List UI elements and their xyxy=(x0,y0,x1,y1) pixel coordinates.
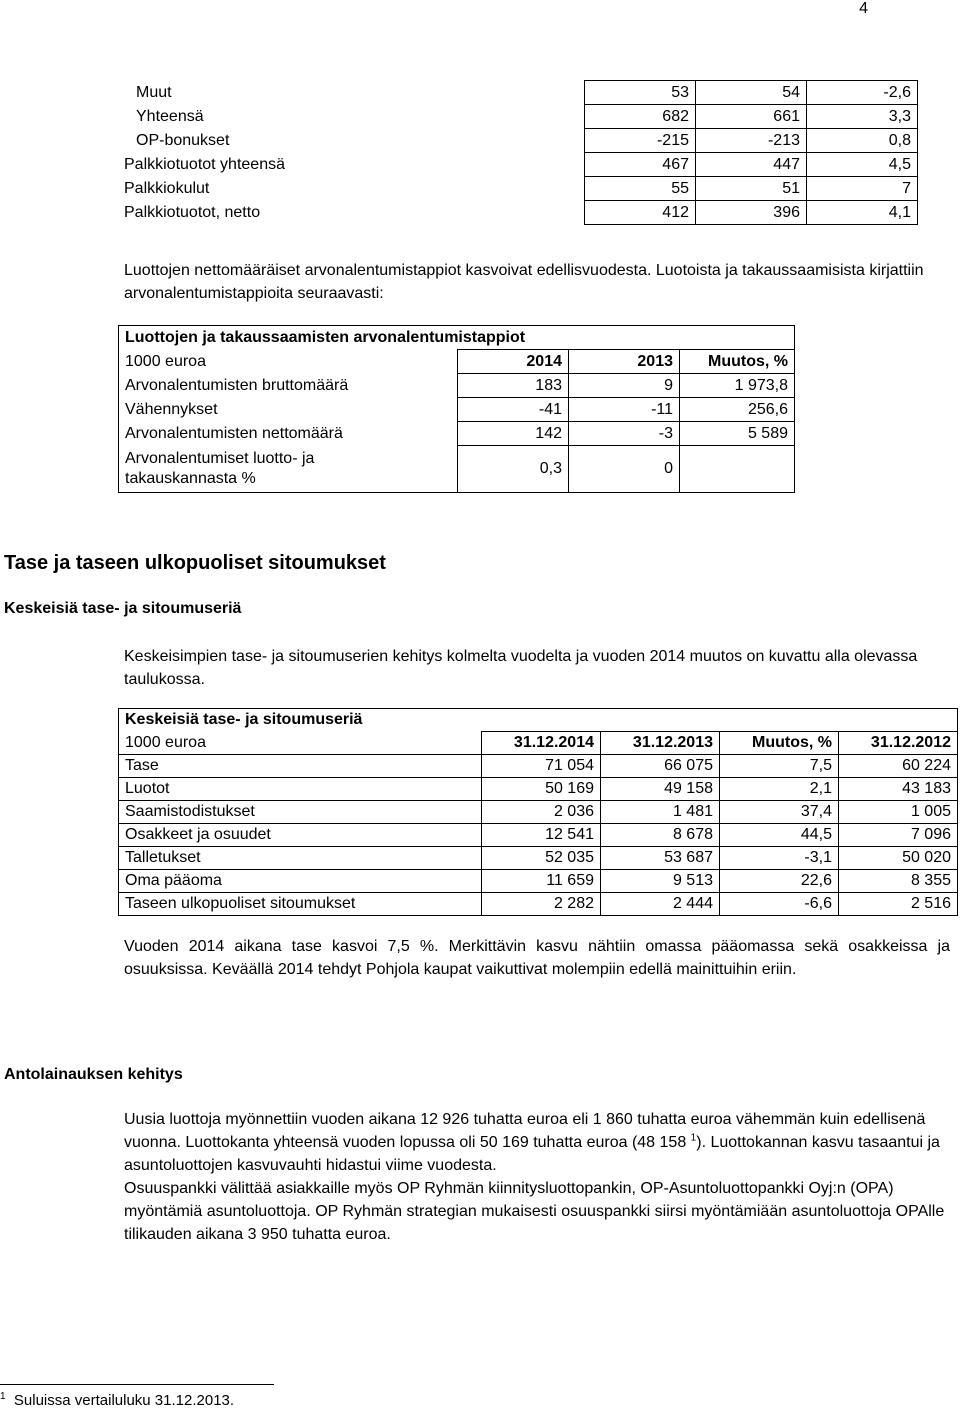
value-change: 22,6 xyxy=(720,870,839,893)
value-2012: 1 005 xyxy=(839,801,958,824)
value-2013: 54 xyxy=(696,81,807,105)
footnote-text: Suluissa vertailuluku 31.12.2013. xyxy=(13,1392,235,1409)
value-2013: 1 481 xyxy=(601,801,720,824)
row-label xyxy=(119,446,458,493)
footnote-divider xyxy=(0,1384,274,1385)
table-row xyxy=(119,824,958,847)
value-2013: 2 444 xyxy=(601,893,720,916)
value-2014: 53 xyxy=(585,81,696,105)
value-2013: 66 075 xyxy=(601,755,720,778)
balance-table-title: Keskeisiä tase- ja sitoumuseriä xyxy=(119,709,958,732)
value-2012: 60 224 xyxy=(839,755,958,778)
row-label-line1: Arvonalentumiset luotto- ja xyxy=(125,449,315,467)
value-2014: -41 xyxy=(458,398,569,422)
value-change: -2,6 xyxy=(807,81,918,105)
balance-growth-paragraph: Vuoden 2014 aikana tase kasvoi 7,5 %. Merkittävin kasvu nähtiin omassa pääomassa sekä osakkeissa ja osuuksissa. Keväällä 2014 tehdyt Pohjola kaupat vaikuttivat molempiin edellä mainittuihin eriin. xyxy=(124,938,950,978)
row-label-line2: takauskannasta % xyxy=(125,469,256,487)
value-2014: 682 xyxy=(585,105,696,129)
table-row xyxy=(118,177,918,201)
value-change: 37,4 xyxy=(720,801,839,824)
value-2014: 11 659 xyxy=(482,870,601,893)
value-change: 0,8 xyxy=(807,129,918,153)
subheading-lending: Antolainauksen kehitys xyxy=(4,1066,183,1083)
subheading-key-items: Keskeisiä tase- ja sitoumuseriä xyxy=(4,600,242,617)
table-row xyxy=(119,422,795,446)
value-change: 1 973,8 xyxy=(680,374,795,398)
value-change: 3,3 xyxy=(807,105,918,129)
value-2013: 0 xyxy=(569,446,680,493)
value-change xyxy=(680,446,795,493)
page-number: 4 xyxy=(859,0,868,17)
value-2014: 55 xyxy=(585,177,696,201)
value-2014: 183 xyxy=(458,374,569,398)
impairment-table-unit: 1000 euroa xyxy=(119,350,458,374)
table-row xyxy=(118,201,918,225)
value-2012: 8 355 xyxy=(839,870,958,893)
value-2013: 51 xyxy=(696,177,807,201)
table-row xyxy=(118,153,918,177)
lending-paragraph xyxy=(124,1108,950,1246)
value-change: -6,6 xyxy=(720,893,839,916)
table-row xyxy=(119,801,958,824)
value-2014: 50 169 xyxy=(482,778,601,801)
row-label: Oma pääoma xyxy=(119,870,482,893)
value-change: 4,5 xyxy=(807,153,918,177)
table-row xyxy=(119,893,958,916)
value-2014: 0,3 xyxy=(458,446,569,493)
impairment-header-change: Muutos, % xyxy=(680,350,795,374)
impairment-header-2014: 2014 xyxy=(458,350,569,374)
row-label: Vähennykset xyxy=(119,398,458,422)
lending-text-part2: ). Luottokannan kasvu tasaantui ja asuntoluottojen kasvuvauhti hidastui viime vuodesta. xyxy=(124,1134,940,1174)
table-row xyxy=(119,374,795,398)
row-label: Arvonalentumisten nettomäärä xyxy=(119,422,458,446)
value-change: 5 589 xyxy=(680,422,795,446)
impairment-table xyxy=(118,325,795,493)
value-2013: 9 xyxy=(569,374,680,398)
impairment-table-title: Luottojen ja takaussaamisten arvonalentumistappiot xyxy=(119,326,795,350)
value-2013: -213 xyxy=(696,129,807,153)
row-label: Muut xyxy=(136,83,172,101)
table-row xyxy=(118,81,918,105)
table-row xyxy=(118,105,918,129)
value-change: 7,5 xyxy=(720,755,839,778)
lending-text-part1: Uusia luottoja myönnettiin vuoden aikana 12 926 tuhatta euroa eli 1 860 tuhatta euroa vähemmän kuin edellisenä vuonna. Luottokanta yhteensä vuoden lopussa oli 50 169 tuhatta euroa (48 158 xyxy=(124,1111,926,1151)
value-change: 2,1 xyxy=(720,778,839,801)
value-change: 256,6 xyxy=(680,398,795,422)
row-label: Palkkiotuotot yhteensä xyxy=(124,155,285,173)
row-label: Osakkeet ja osuudet xyxy=(119,824,482,847)
value-2014: -215 xyxy=(585,129,696,153)
value-2014: 2 282 xyxy=(482,893,601,916)
value-2013: 661 xyxy=(696,105,807,129)
value-2013: -11 xyxy=(569,398,680,422)
value-2014: 12 541 xyxy=(482,824,601,847)
balance-header-change: Muutos, % xyxy=(720,732,839,755)
value-2012: 50 020 xyxy=(839,847,958,870)
value-2013: 8 678 xyxy=(601,824,720,847)
value-2012: 7 096 xyxy=(839,824,958,847)
table-row xyxy=(119,847,958,870)
row-label: OP-bonukset xyxy=(136,131,230,149)
commission-table xyxy=(118,80,918,225)
section-heading-balance: Tase ja taseen ulkopuoliset sitoumukset xyxy=(4,552,386,574)
value-2013: 447 xyxy=(696,153,807,177)
value-2013: 396 xyxy=(696,201,807,225)
row-label: Taseen ulkopuoliset sitoumukset xyxy=(119,893,482,916)
row-label: Talletukset xyxy=(119,847,482,870)
table-row xyxy=(119,755,958,778)
row-label: Luotot xyxy=(119,778,482,801)
balance-header-2012: 31.12.2012 xyxy=(839,732,958,755)
table-row xyxy=(119,398,795,422)
value-2014: 412 xyxy=(585,201,696,225)
key-items-paragraph: Keskeisimpien tase- ja sitoumuserien kehitys kolmelta vuodelta ja vuoden 2014 muutos on kuvattu alla olevassa taulukossa. xyxy=(124,648,918,688)
table-row xyxy=(119,446,795,493)
footnote xyxy=(0,1392,234,1409)
value-2014: 2 036 xyxy=(482,801,601,824)
row-label: Palkkiokulut xyxy=(124,179,210,197)
value-2013: -3 xyxy=(569,422,680,446)
table-row xyxy=(119,778,958,801)
balance-header-2013: 31.12.2013 xyxy=(601,732,720,755)
impairment-header-2013: 2013 xyxy=(569,350,680,374)
value-change: -3,1 xyxy=(720,847,839,870)
impairment-intro-paragraph: Luottojen nettomääräiset arvonalentumistappiot kasvoivat edellisvuodesta. Luotoista ja takaussaamisista kirjattiin arvonalentumistappioita seuraavasti: xyxy=(124,262,924,302)
balance-table-unit: 1000 euroa xyxy=(119,732,482,755)
value-change: 7 xyxy=(807,177,918,201)
table-row xyxy=(119,870,958,893)
value-2014: 142 xyxy=(458,422,569,446)
value-2013: 49 158 xyxy=(601,778,720,801)
value-change: 44,5 xyxy=(720,824,839,847)
row-label: Yhteensä xyxy=(136,107,204,125)
value-2012: 2 516 xyxy=(839,893,958,916)
row-label: Tase xyxy=(119,755,482,778)
value-2012: 43 183 xyxy=(839,778,958,801)
row-label: Saamistodistukset xyxy=(119,801,482,824)
value-2013: 53 687 xyxy=(601,847,720,870)
mortgage-paragraph: Osuuspankki välittää asiakkaille myös OP Ryhmän kiinnitysluottopankin, OP-Asuntoluottopankki Oyj:n (OPA) myöntämiä asuntoluottoja. OP Ryhmän strategian mukaisesti osuuspankki siirsi myöntämiään asuntoluottoja OPAlle tilikauden aikana 3 950 tuhatta euroa. xyxy=(124,1180,945,1243)
table-row xyxy=(118,129,918,153)
footnote-ref: 1 xyxy=(690,1132,697,1144)
footnote-mark: 1 xyxy=(0,1391,6,1402)
row-label: Arvonalentumisten bruttomäärä xyxy=(119,374,458,398)
row-label: Palkkiotuotot, netto xyxy=(124,203,261,221)
value-2013: 9 513 xyxy=(601,870,720,893)
value-2014: 467 xyxy=(585,153,696,177)
value-2014: 52 035 xyxy=(482,847,601,870)
value-change: 4,1 xyxy=(807,201,918,225)
balance-table xyxy=(118,708,958,916)
value-2014: 71 054 xyxy=(482,755,601,778)
balance-header-2014: 31.12.2014 xyxy=(482,732,601,755)
